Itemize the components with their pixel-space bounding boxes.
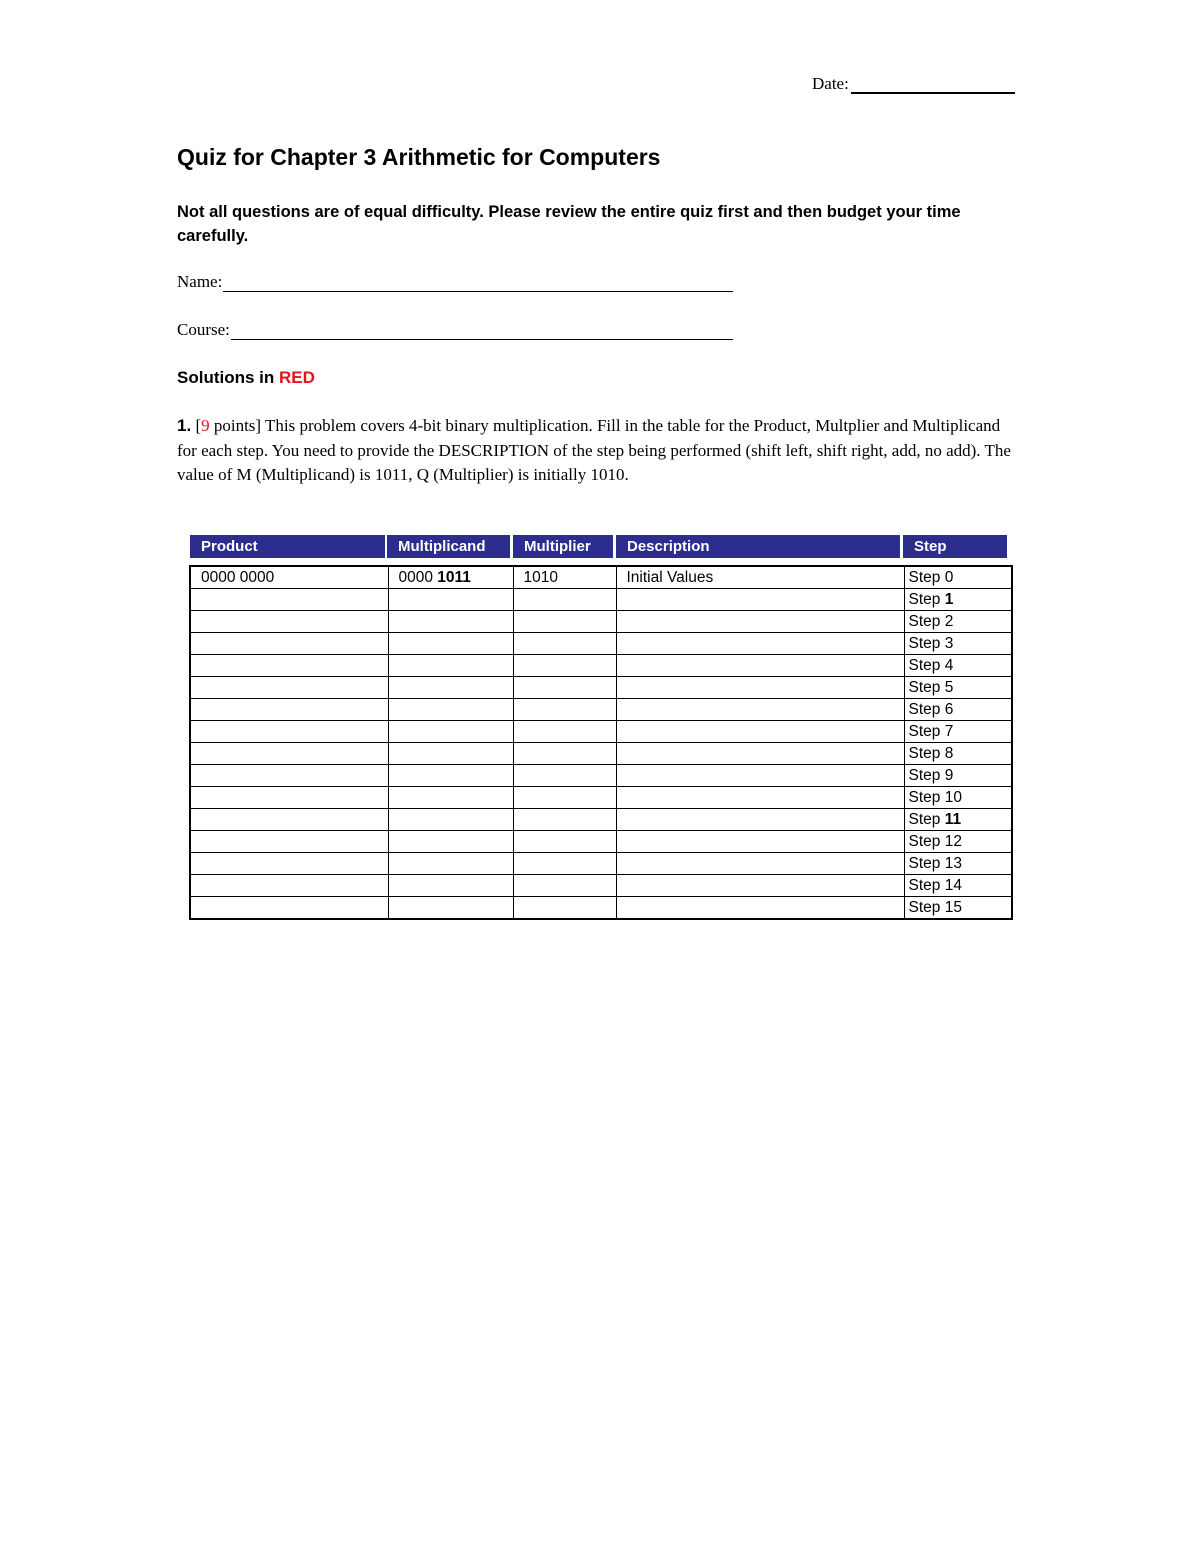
header-step: Step bbox=[903, 535, 1007, 558]
table-row bbox=[190, 611, 1012, 633]
multiplicand-cell[interactable] bbox=[388, 721, 513, 743]
description-cell[interactable] bbox=[616, 699, 904, 721]
step-number: 15 bbox=[944, 898, 962, 916]
table-row bbox=[190, 566, 1012, 589]
step-number: 12 bbox=[944, 832, 962, 850]
step-cell bbox=[904, 699, 1012, 721]
description-cell[interactable] bbox=[616, 853, 904, 875]
step-number: 3 bbox=[944, 634, 954, 652]
product-cell[interactable] bbox=[190, 875, 388, 897]
name-label: Name: bbox=[177, 272, 223, 291]
step-number: 7 bbox=[944, 722, 954, 740]
multiplicand-cell[interactable] bbox=[388, 765, 513, 787]
description-cell[interactable] bbox=[616, 589, 904, 611]
name-blank[interactable] bbox=[223, 273, 733, 292]
solutions-note bbox=[177, 368, 315, 388]
multiplicand-cell[interactable] bbox=[388, 566, 513, 589]
product-cell[interactable] bbox=[190, 721, 388, 743]
course-field bbox=[177, 320, 733, 340]
product-cell[interactable] bbox=[190, 853, 388, 875]
multiplicand-cell[interactable] bbox=[388, 787, 513, 809]
multiplier-cell[interactable] bbox=[513, 875, 616, 897]
step-prefix: Step bbox=[908, 898, 945, 916]
solutions-prefix: Solutions in bbox=[177, 368, 279, 387]
description-cell[interactable] bbox=[616, 633, 904, 655]
date-label: Date: bbox=[812, 74, 849, 93]
step-prefix: Step bbox=[908, 722, 945, 740]
step-number: 1 bbox=[944, 590, 954, 608]
multiplier-cell[interactable] bbox=[513, 831, 616, 853]
multiplicand-cell[interactable] bbox=[388, 699, 513, 721]
step-cell bbox=[904, 809, 1012, 831]
product-cell[interactable] bbox=[190, 677, 388, 699]
multiplier-cell[interactable] bbox=[513, 655, 616, 677]
step-number: 4 bbox=[944, 656, 954, 674]
step-prefix: Step bbox=[908, 590, 945, 608]
question-text: This problem covers 4-bit binary multiplication. Fill in the table for the Product, Multplier and Multiplicand for each step. You need to provide the DESCRIPTION of the step being performed (shift left, shift right, add, no add). The value of M (Multiplicand) is 1011, Q (Multiplier) is initially 1010. bbox=[177, 416, 1011, 484]
question-number: 1. bbox=[177, 416, 192, 435]
description-cell[interactable] bbox=[616, 677, 904, 699]
product-cell[interactable] bbox=[190, 743, 388, 765]
step-number: 2 bbox=[944, 612, 954, 630]
table-row bbox=[190, 875, 1012, 897]
product-cell[interactable] bbox=[190, 765, 388, 787]
description-cell[interactable] bbox=[616, 655, 904, 677]
step-prefix: Step bbox=[908, 656, 945, 674]
step-number: 0 bbox=[944, 568, 954, 586]
product-cell[interactable] bbox=[190, 809, 388, 831]
description-cell[interactable] bbox=[616, 765, 904, 787]
quiz-intro: Not all questions are of equal difficulty. Please review the entire quiz first and then budget your time carefully. bbox=[177, 203, 961, 245]
description-cell[interactable] bbox=[616, 875, 904, 897]
multiplication-table bbox=[189, 565, 1013, 920]
product-cell[interactable] bbox=[190, 655, 388, 677]
multiplier-cell[interactable] bbox=[513, 853, 616, 875]
table-row bbox=[190, 831, 1012, 853]
description-cell[interactable]: Initial Values bbox=[616, 566, 904, 589]
multiplier-cell[interactable] bbox=[513, 765, 616, 787]
date-blank[interactable] bbox=[851, 74, 1015, 94]
step-number: 11 bbox=[944, 810, 962, 828]
step-prefix: Step bbox=[908, 810, 945, 828]
step-prefix: Step bbox=[908, 854, 945, 872]
date-field bbox=[812, 74, 1015, 94]
step-number: 8 bbox=[944, 744, 954, 762]
table-row bbox=[190, 765, 1012, 787]
points-open: [ bbox=[191, 416, 202, 435]
table-row bbox=[190, 589, 1012, 611]
product-cell[interactable] bbox=[190, 589, 388, 611]
header-multiplier: Multiplier bbox=[513, 535, 613, 558]
multiplier-cell[interactable] bbox=[513, 699, 616, 721]
step-cell bbox=[904, 897, 1012, 920]
step-prefix: Step bbox=[908, 568, 945, 586]
course-label: Course: bbox=[177, 320, 230, 339]
step-number: 6 bbox=[944, 700, 954, 718]
step-cell bbox=[904, 566, 1012, 589]
step-number: 14 bbox=[944, 876, 962, 894]
step-prefix: Step bbox=[908, 788, 945, 806]
multiplicand-cell[interactable] bbox=[388, 743, 513, 765]
product-cell[interactable] bbox=[190, 897, 388, 920]
multiplier-cell[interactable] bbox=[513, 611, 616, 633]
multiplicand-cell[interactable] bbox=[388, 589, 513, 611]
product-cell[interactable] bbox=[190, 699, 388, 721]
multiplier-cell[interactable] bbox=[513, 633, 616, 655]
header-description: Description bbox=[616, 535, 900, 558]
product-cell[interactable]: 0000 0000 bbox=[190, 566, 388, 589]
step-number: 10 bbox=[944, 788, 962, 806]
question-1 bbox=[177, 414, 1017, 488]
multiplicand-cell[interactable] bbox=[388, 831, 513, 853]
header-multiplicand: Multiplicand bbox=[387, 535, 510, 558]
step-prefix: Step bbox=[908, 744, 945, 762]
table-row bbox=[190, 743, 1012, 765]
description-cell[interactable] bbox=[616, 897, 904, 920]
multiplier-cell[interactable] bbox=[513, 809, 616, 831]
step-prefix: Step bbox=[908, 612, 945, 630]
course-blank[interactable] bbox=[231, 321, 733, 340]
multiplier-cell[interactable] bbox=[513, 677, 616, 699]
solutions-red-word: RED bbox=[279, 368, 315, 387]
step-prefix: Step bbox=[908, 634, 945, 652]
points-value: 9 bbox=[201, 416, 210, 435]
multiplier-cell[interactable] bbox=[513, 897, 616, 920]
table-row bbox=[190, 853, 1012, 875]
description-cell[interactable] bbox=[616, 743, 904, 765]
step-prefix: Step bbox=[908, 678, 945, 696]
step-number: 13 bbox=[944, 854, 962, 872]
multiplicand-prefix: 0000 bbox=[398, 568, 438, 586]
product-cell[interactable] bbox=[190, 611, 388, 633]
multiplicand-cell[interactable] bbox=[388, 897, 513, 920]
description-cell[interactable] bbox=[616, 787, 904, 809]
step-cell bbox=[904, 743, 1012, 765]
step-cell bbox=[904, 633, 1012, 655]
name-field bbox=[177, 272, 733, 292]
step-cell bbox=[904, 831, 1012, 853]
step-prefix: Step bbox=[908, 700, 945, 718]
table-row bbox=[190, 655, 1012, 677]
points-close: points] bbox=[209, 416, 266, 435]
table-row bbox=[190, 633, 1012, 655]
description-cell[interactable] bbox=[616, 831, 904, 853]
step-number: 9 bbox=[944, 766, 954, 784]
table-row bbox=[190, 721, 1012, 743]
multiplier-cell[interactable] bbox=[513, 743, 616, 765]
multiplier-cell[interactable] bbox=[513, 787, 616, 809]
product-cell[interactable] bbox=[190, 633, 388, 655]
step-cell bbox=[904, 765, 1012, 787]
multiplicand-cell[interactable] bbox=[388, 611, 513, 633]
table-row bbox=[190, 699, 1012, 721]
step-prefix: Step bbox=[908, 766, 945, 784]
table-row bbox=[190, 677, 1012, 699]
multiplier-cell[interactable] bbox=[513, 721, 616, 743]
step-prefix: Step bbox=[908, 876, 945, 894]
step-cell bbox=[904, 677, 1012, 699]
multiplicand-cell[interactable] bbox=[388, 633, 513, 655]
table-row bbox=[190, 787, 1012, 809]
description-cell[interactable] bbox=[616, 721, 904, 743]
multiplicand-cell[interactable] bbox=[388, 655, 513, 677]
multiplicand-cell[interactable] bbox=[388, 875, 513, 897]
multiplier-cell[interactable]: 1010 bbox=[513, 566, 616, 589]
multiplier-cell[interactable] bbox=[513, 589, 616, 611]
step-cell bbox=[904, 853, 1012, 875]
product-cell[interactable] bbox=[190, 787, 388, 809]
product-cell[interactable] bbox=[190, 831, 388, 853]
step-cell bbox=[904, 589, 1012, 611]
step-cell bbox=[904, 721, 1012, 743]
multiplicand-cell[interactable] bbox=[388, 853, 513, 875]
multiplicand-cell[interactable] bbox=[388, 677, 513, 699]
step-number: 5 bbox=[944, 678, 954, 696]
table-row bbox=[190, 897, 1012, 920]
step-prefix: Step bbox=[908, 832, 945, 850]
description-cell[interactable] bbox=[616, 809, 904, 831]
description-cell[interactable] bbox=[616, 611, 904, 633]
header-product: Product bbox=[190, 535, 385, 558]
step-cell bbox=[904, 655, 1012, 677]
step-cell bbox=[904, 611, 1012, 633]
quiz-title: Quiz for Chapter 3 Arithmetic for Computers bbox=[177, 144, 661, 170]
multiplicand-cell[interactable] bbox=[388, 809, 513, 831]
table-row bbox=[190, 809, 1012, 831]
step-cell bbox=[904, 787, 1012, 809]
multiplicand-value: 1011 bbox=[437, 568, 471, 586]
step-cell bbox=[904, 875, 1012, 897]
